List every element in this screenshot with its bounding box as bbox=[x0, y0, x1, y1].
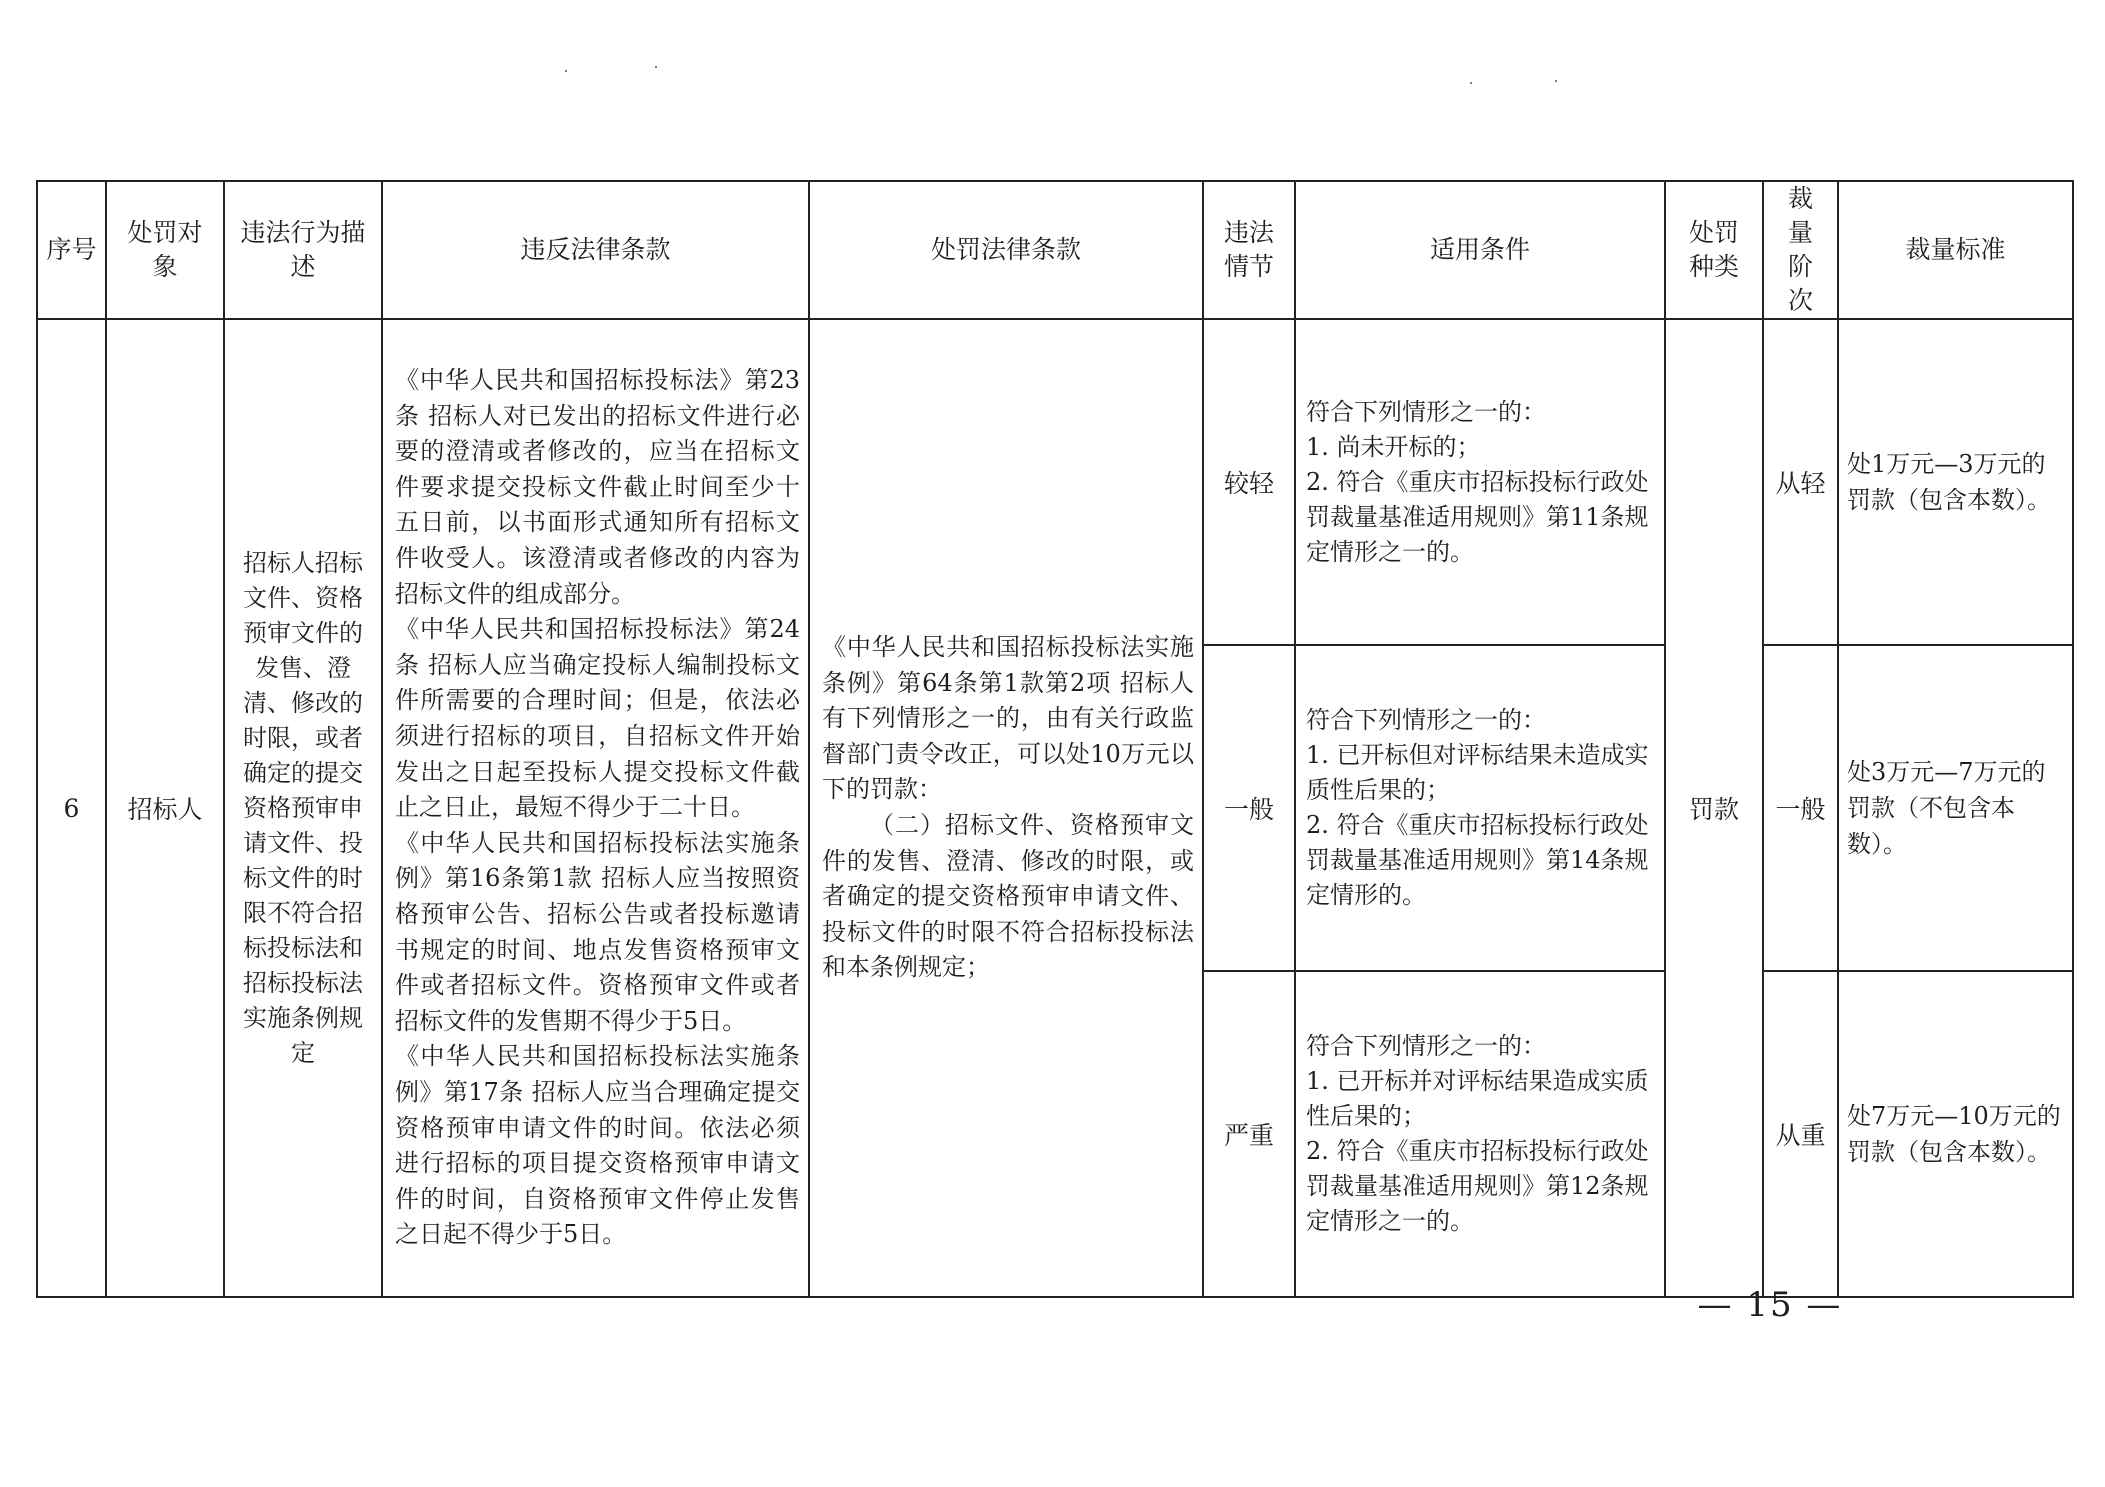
header-standard: 裁量标准 bbox=[1838, 181, 2073, 319]
cell-penalty-type: 罚款 bbox=[1665, 319, 1763, 1297]
cell-level-general: 一般 bbox=[1763, 645, 1838, 971]
cell-standard-light: 处1万元—3万元的罚款（包含本数）。 bbox=[1838, 319, 2073, 645]
condition-line: 2. 符合《重庆市招标投标行政处罚裁量基准适用规则》第12条规定情形之一的。 bbox=[1306, 1137, 1649, 1235]
violated-law-clause: 《中华人民共和国招标投标法》第24条 招标人应当确定投标人编制投标文件所需要的合理时间；但是，依法必须进行招标的项目，自招标文件开始发出之日起至投标人提交投标文件截止之日止，最短不得少于二十日。 bbox=[395, 615, 800, 822]
header-penalty-type: 处罚种类 bbox=[1665, 181, 1763, 319]
violated-law-clause: 《中华人民共和国招标投标法》第23条 招标人对已发出的招标文件进行必要的澄清或者修改的，应当在招标文件要求提交投标文件截止时间至少十五日前，以书面形式通知所有招标文件收受人。该澄清或者修改的内容为招标文件的组成部分。 bbox=[395, 366, 800, 608]
cell-condition-light bbox=[1295, 319, 1665, 645]
condition-line: 1. 尚未开标的； bbox=[1306, 432, 1481, 461]
cell-subject: 招标人 bbox=[106, 319, 224, 1297]
table-header-row bbox=[37, 181, 2073, 319]
condition-line: 2. 符合《重庆市招标投标行政处罚裁量基准适用规则》第11条规定情形之一的。 bbox=[1306, 467, 1649, 566]
cell-level-light: 从轻 bbox=[1763, 319, 1838, 645]
page-number: — 15 — bbox=[1697, 1285, 1843, 1325]
header-circumstance: 违法情节 bbox=[1203, 181, 1295, 319]
header-seq: 序号 bbox=[37, 181, 106, 319]
cell-violated-law bbox=[382, 319, 809, 1297]
cell-circumstance-general: 一般 bbox=[1203, 645, 1295, 971]
cell-standard-serious: 处7万元—10万元的罚款（包含本数）。 bbox=[1838, 971, 2073, 1297]
penalty-law-clause: 《中华人民共和国招标投标法实施条例》第64条第1款第2项 招标人有下列情形之一的，由有关行政监督部门责令改正，可以处10万元以下的罚款： bbox=[822, 633, 1194, 804]
penalty-law-item: （二）招标文件、资格预审文件的发售、澄清、修改的时限，或者确定的提交资格预审申请文件、投标文件的时限不符合招标投标法和本条例规定； bbox=[822, 811, 1194, 982]
table-row-light bbox=[37, 319, 2073, 645]
violated-law-clause: 《中华人民共和国招标投标法实施条例》第16条第1款 招标人应当按照资格预审公告、招标公告或者投标邀请书规定的时间、地点发售资格预审文件或者招标文件。资格预审文件或者招标文件的发售期不得少于5日。 bbox=[395, 828, 800, 1035]
header-behavior: 违法行为描述 bbox=[224, 181, 382, 319]
cell-behavior: 招标人招标文件、资格预审文件的发售、澄清、修改的时限，或者确定的提交资格预审申请文件、投标文件的时限不符合招标投标法和招标投标法实施条例规定 bbox=[224, 319, 382, 1297]
cell-condition-serious bbox=[1295, 971, 1665, 1297]
cell-penalty-law bbox=[809, 319, 1203, 1297]
cell-circumstance-serious: 严重 bbox=[1203, 971, 1295, 1297]
header-violated-law: 违反法律条款 bbox=[382, 181, 809, 319]
cell-seq: 6 bbox=[37, 319, 106, 1297]
header-condition: 适用条件 bbox=[1295, 181, 1665, 319]
cell-standard-general: 处3万元—7万元的罚款（不包含本数）。 bbox=[1838, 645, 2073, 971]
condition-line: 1. 已开标并对评标结果造成实质性后果的； bbox=[1306, 1067, 1649, 1130]
condition-line: 符合下列情形之一的： bbox=[1306, 397, 1546, 426]
condition-line: 1. 已开标但对评标结果未造成实质性后果的； bbox=[1306, 741, 1649, 804]
penalty-discretion-table bbox=[36, 180, 2074, 1298]
header-penalty-law: 处罚法律条款 bbox=[809, 181, 1203, 319]
cell-level-serious: 从重 bbox=[1763, 971, 1838, 1297]
header-subject: 处罚对象 bbox=[106, 181, 224, 319]
violated-law-clause: 《中华人民共和国招标投标法实施条例》第17条 招标人应当合理确定提交资格预审申请文件的时间。依法必须进行招标的项目提交资格预审申请文件的时间，自资格预审文件停止发售之日起不得少于5日。 bbox=[395, 1042, 800, 1249]
cell-condition-general bbox=[1295, 645, 1665, 971]
condition-line: 符合下列情形之一的： bbox=[1306, 706, 1546, 734]
condition-line: 符合下列情形之一的： bbox=[1306, 1032, 1546, 1060]
header-level: 裁量阶次 bbox=[1763, 181, 1838, 319]
condition-line: 2. 符合《重庆市招标投标行政处罚裁量基准适用规则》第14条规定情形的。 bbox=[1306, 811, 1649, 909]
cell-circumstance-light: 较轻 bbox=[1203, 319, 1295, 645]
